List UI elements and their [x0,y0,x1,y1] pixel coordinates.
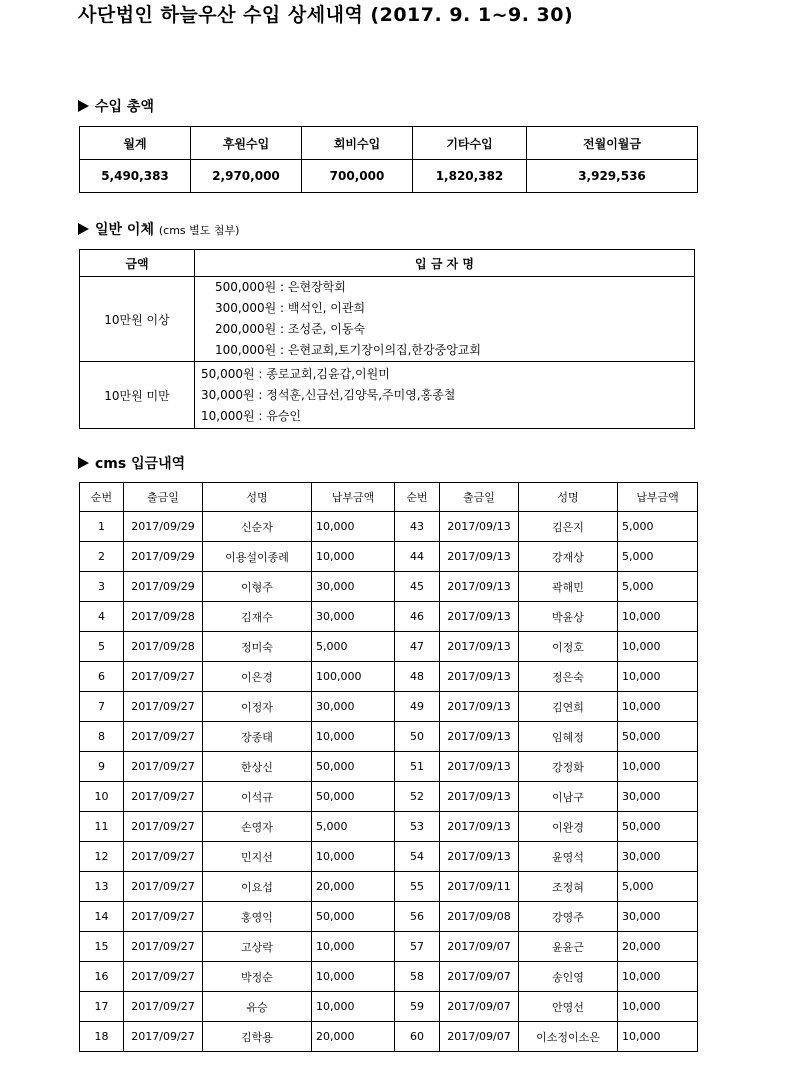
table-cell: 2017/09/28 [124,602,203,632]
summary-header-cell: 회비수입 [302,127,413,160]
table-row [80,722,698,752]
summary-value-cell: 2,970,000 [191,160,302,193]
summary-header-row [80,127,698,160]
table-cell: 49 [395,692,440,722]
table-cell: 이정호 [519,632,618,662]
under-100k-label: 10만원 미만 [80,362,195,429]
table-cell: 5,000 [618,542,698,572]
table-cell: 2017/09/27 [124,962,203,992]
cms-header-cell: 납부금액 [618,483,698,512]
table-cell: 2017/09/13 [440,782,519,812]
table-cell: 12 [80,842,124,872]
table-cell: 30,000 [312,602,395,632]
table-cell: 15 [80,932,124,962]
table-row [80,752,698,782]
table-cell: 윤영석 [519,842,618,872]
donor-line: 30,000원 : 정석훈,신금선,김양묵,주미영,홍종철 [201,387,456,402]
table-cell: 2017/09/29 [124,542,203,572]
table-cell: 46 [395,602,440,632]
table-cell: 5,000 [618,572,698,602]
table-cell: 김은지 [519,512,618,542]
table-cell: 20,000 [312,872,395,902]
cms-header-cell: 출금일 [124,483,203,512]
table-cell: 장종태 [203,722,312,752]
summary-value-cell: 5,490,383 [80,160,191,193]
table-cell: 4 [80,602,124,632]
table-cell: 14 [80,902,124,932]
table-cell: 2017/09/27 [124,662,203,692]
table-cell: 2017/09/27 [124,812,203,842]
general-transfer-table [79,249,695,429]
table-cell: 18 [80,1022,124,1052]
table-cell: 58 [395,962,440,992]
table-cell: 10,000 [618,752,698,782]
table-cell: 10,000 [618,602,698,632]
table-cell: 10,000 [618,1022,698,1052]
table-cell: 10,000 [312,992,395,1022]
table-cell: 5,000 [312,812,395,842]
table-cell: 윤윤근 [519,932,618,962]
table-cell: 김연희 [519,692,618,722]
table-cell: 2017/09/11 [440,872,519,902]
table-cell: 50,000 [618,722,698,752]
summary-heading [78,96,154,116]
table-cell: 10,000 [312,932,395,962]
summary-header-cell: 기타수입 [413,127,527,160]
table-cell: 10,000 [618,662,698,692]
table-row [80,782,698,812]
table-cell: 48 [395,662,440,692]
table-cell: 2017/09/27 [124,872,203,902]
table-row [80,632,698,662]
table-cell: 송인영 [519,962,618,992]
table-cell: 52 [395,782,440,812]
names-header: 입 금 자 명 [195,250,695,277]
table-row [80,962,698,992]
table-cell: 이석규 [203,782,312,812]
table-cell: 2 [80,542,124,572]
table-cell: 2017/09/27 [124,842,203,872]
cms-header-cell: 출금일 [440,483,519,512]
donor-line: 100,000원 : 은현교회,토기장이의집,한강중앙교회 [215,343,481,357]
cms-header-cell: 납부금액 [312,483,395,512]
table-row [80,542,698,572]
amount-header: 금액 [80,250,195,277]
general-heading-text: 일반 이체 [95,222,154,238]
table-cell: 2017/09/29 [124,512,203,542]
table-cell: 54 [395,842,440,872]
table-cell: 56 [395,902,440,932]
table-cell: 50,000 [312,902,395,932]
table-cell: 16 [80,962,124,992]
table-cell: 박윤상 [519,602,618,632]
table-cell: 1 [80,512,124,542]
table-cell: 강재상 [519,542,618,572]
table-cell: 3 [80,572,124,602]
table-cell: 7 [80,692,124,722]
table-cell: 57 [395,932,440,962]
table-cell: 10,000 [312,842,395,872]
table-cell: 9 [80,752,124,782]
table-cell: 정은숙 [519,662,618,692]
table-cell: 손영자 [203,812,312,842]
summary-header-cell: 후원수입 [191,127,302,160]
summary-heading-text: 수입 총액 [95,99,154,115]
table-row [80,812,698,842]
table-cell: 20,000 [618,932,698,962]
summary-header-cell: 전월이월금 [527,127,698,160]
table-row [80,932,698,962]
table-cell: 2017/09/27 [124,932,203,962]
page-title: 사단법인 하늘우산 수입 상세내역 (2017. 9. 1~9. 30) [78,4,574,26]
table-cell: 10,000 [618,962,698,992]
table-cell: 2017/09/27 [124,722,203,752]
general-heading [78,219,239,239]
table-cell: 10 [80,782,124,812]
table-cell: 5,000 [618,512,698,542]
table-cell: 2017/09/07 [440,992,519,1022]
table-cell: 2017/09/27 [124,902,203,932]
table-cell: 2017/09/07 [440,932,519,962]
table-cell: 신순자 [203,512,312,542]
table-cell: 2017/09/08 [440,902,519,932]
cms-table [79,482,698,1052]
summary-table [79,126,698,193]
table-cell: 박정순 [203,962,312,992]
table-cell: 8 [80,722,124,752]
table-cell: 50,000 [312,752,395,782]
table-cell: 51 [395,752,440,782]
general-header-row [80,250,695,277]
table-cell: 이정자 [203,692,312,722]
table-cell: 2017/09/28 [124,632,203,662]
donor-line: 50,000원 : 종로교회,김윤갑,이원미 [201,366,390,381]
table-cell: 6 [80,662,124,692]
cms-header-row [80,483,698,512]
over-100k-row [80,277,695,362]
table-row [80,842,698,872]
table-cell: 2017/09/13 [440,752,519,782]
table-cell: 이완경 [519,812,618,842]
table-cell: 조정혀 [519,872,618,902]
table-cell: 50,000 [618,812,698,842]
table-row [80,572,698,602]
table-cell: 10,000 [618,692,698,722]
table-cell: 2017/09/13 [440,572,519,602]
table-cell: 이은경 [203,662,312,692]
summary-value-cell: 3,929,536 [527,160,698,193]
table-cell: 곽해민 [519,572,618,602]
table-cell: 한상신 [203,752,312,782]
table-cell: 2017/09/27 [124,992,203,1022]
table-cell: 2017/09/27 [124,692,203,722]
table-row [80,602,698,632]
table-cell: 2017/09/13 [440,722,519,752]
table-cell: 45 [395,572,440,602]
table-cell: 2017/09/27 [124,782,203,812]
table-cell: 44 [395,542,440,572]
cms-heading-text: cms 입금내역 [95,456,186,472]
table-cell: 10,000 [618,632,698,662]
table-cell: 안영선 [519,992,618,1022]
donor-line: 500,000원 : 은현장학회 [215,280,346,294]
over-100k-label: 10만원 이상 [80,277,195,362]
donor-line: 200,000원 : 조성준, 이동숙 [215,322,366,336]
table-cell: 2017/09/13 [440,512,519,542]
table-cell: 2017/09/13 [440,842,519,872]
table-cell: 11 [80,812,124,842]
table-cell: 10,000 [312,512,395,542]
table-row [80,662,698,692]
table-cell: 강정화 [519,752,618,782]
donor-line: 300,000원 : 백석인, 이관희 [215,301,366,315]
table-cell: 59 [395,992,440,1022]
cms-header-cell: 순번 [80,483,124,512]
table-cell: 강영주 [519,902,618,932]
table-cell: 홍영익 [203,902,312,932]
table-cell: 유승 [203,992,312,1022]
summary-value-row [80,160,698,193]
table-cell: 2017/09/13 [440,602,519,632]
table-cell: 정미숙 [203,632,312,662]
table-row [80,1022,698,1052]
table-row [80,872,698,902]
table-cell: 2017/09/13 [440,542,519,572]
table-cell: 2017/09/27 [124,752,203,782]
table-cell: 30,000 [618,902,698,932]
table-cell: 30,000 [312,692,395,722]
table-cell: 이소정이소은 [519,1022,618,1052]
summary-header-cell: 월계 [80,127,191,160]
table-cell: 43 [395,512,440,542]
table-cell: 10,000 [312,722,395,752]
cms-header-cell: 성명 [203,483,312,512]
table-cell: 10,000 [312,542,395,572]
triangle-right-icon [78,457,89,469]
table-cell: 55 [395,872,440,902]
table-cell: 이요섭 [203,872,312,902]
table-cell: 5,000 [618,872,698,902]
table-cell: 김학용 [203,1022,312,1052]
table-cell: 17 [80,992,124,1022]
table-cell: 13 [80,872,124,902]
table-row [80,902,698,932]
table-cell: 5,000 [312,632,395,662]
table-row [80,692,698,722]
table-cell: 이형주 [203,572,312,602]
table-cell: 50 [395,722,440,752]
cms-header-cell: 순번 [395,483,440,512]
general-note: (cms 별도 첨부) [158,224,240,237]
table-cell: 2017/09/29 [124,572,203,602]
table-cell: 30,000 [618,842,698,872]
table-cell: 2017/09/07 [440,962,519,992]
table-cell: 2017/09/07 [440,1022,519,1052]
table-cell: 20,000 [312,1022,395,1052]
table-cell: 2017/09/13 [440,692,519,722]
under-100k-row [80,362,695,429]
table-cell: 10,000 [618,992,698,1022]
table-cell: 2017/09/27 [124,1022,203,1052]
table-cell: 2017/09/13 [440,812,519,842]
table-cell: 민지선 [203,842,312,872]
table-cell: 53 [395,812,440,842]
table-cell: 2017/09/13 [440,632,519,662]
triangle-right-icon [78,223,89,235]
table-row [80,512,698,542]
table-cell: 5 [80,632,124,662]
table-cell: 10,000 [312,962,395,992]
cms-header-cell: 성명 [519,483,618,512]
over-100k-names [195,277,695,362]
summary-value-cell: 700,000 [302,160,413,193]
donor-line: 10,000원 : 유승인 [201,408,302,423]
table-cell: 고상락 [203,932,312,962]
table-cell: 임혜정 [519,722,618,752]
table-cell: 김재수 [203,602,312,632]
table-cell: 이남구 [519,782,618,812]
triangle-right-icon [78,100,89,112]
summary-value-cell: 1,820,382 [413,160,527,193]
table-cell: 60 [395,1022,440,1052]
table-cell: 이용설이종례 [203,542,312,572]
table-cell: 2017/09/13 [440,662,519,692]
table-cell: 50,000 [312,782,395,812]
under-100k-names [195,362,695,429]
table-cell: 30,000 [312,572,395,602]
table-cell: 47 [395,632,440,662]
table-row [80,992,698,1022]
table-cell: 100,000 [312,662,395,692]
cms-heading [78,453,185,473]
table-cell: 30,000 [618,782,698,812]
cms-table-body [80,483,698,1052]
